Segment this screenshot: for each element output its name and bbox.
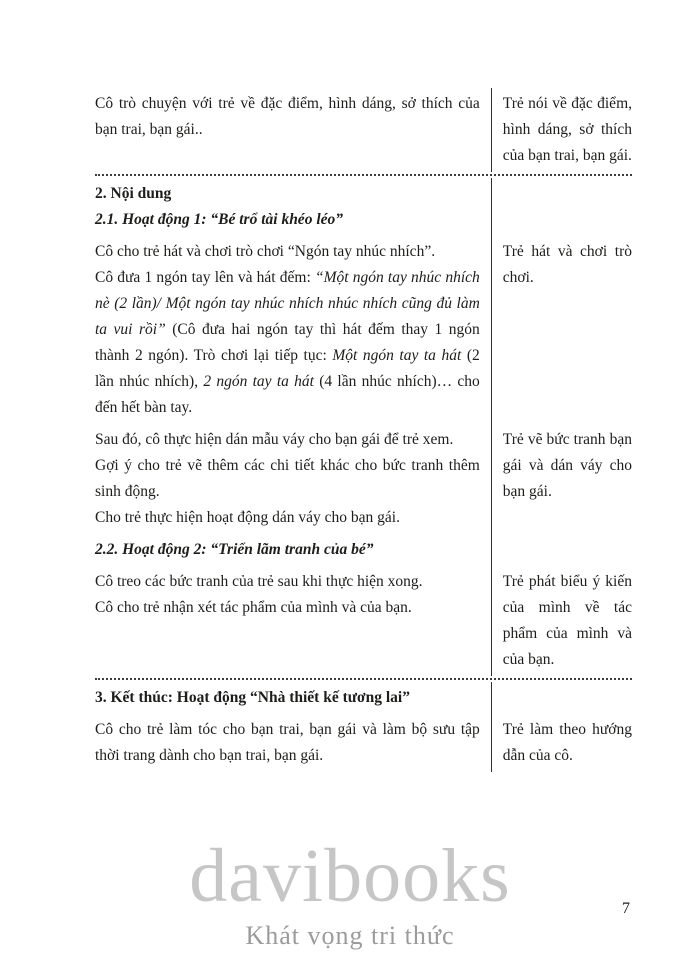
text-segment: 3. Kết thúc: Hoạt động “Nhà thiết kế tương lai” xyxy=(95,689,410,706)
paragraph xyxy=(95,91,480,143)
page-number: 7 xyxy=(622,900,630,917)
text-segment: Gợi ý cho trẻ vẽ thêm các chi tiết khác cho bức tranh thêm sinh động. xyxy=(95,457,480,500)
teacher-activity-cell xyxy=(95,178,491,236)
text-segment: 2.2. Hoạt động 2: “Triển lãm tranh của bé” xyxy=(95,541,374,558)
teacher-activity-cell xyxy=(95,566,491,676)
child-activity-cell xyxy=(491,178,632,236)
watermark-tagline: Khát vọng tri thức xyxy=(245,921,455,950)
teacher-activity-cell xyxy=(95,424,491,534)
text-segment: 2. Nội dung xyxy=(95,185,172,202)
child-activity-cell xyxy=(491,534,632,566)
text-segment: (Cô đưa hai ngón tay thì hát đếm thay 1 ngón thành 2 ngón). Trò chơi lại tiếp tục: xyxy=(95,321,480,364)
table-row xyxy=(95,682,632,714)
paragraph: Trẻ làm theo hướng dẫn của cô. xyxy=(502,721,632,764)
paragraph xyxy=(95,265,480,421)
text-segment: “Một ngón tay nhúc nhích nè (2 lần)/ Một ngón tay nhúc nhích nhúc nhích cũng đủ làm ta vui rồi” xyxy=(95,269,480,338)
child-activity-cell xyxy=(491,88,632,172)
teacher-activity-cell xyxy=(95,88,491,172)
paragraph xyxy=(95,427,480,453)
table-row xyxy=(95,566,632,676)
text-segment: Cô cho trẻ làm tóc cho bạn trai, bạn gái và làm bộ sưu tập thời trang dành cho bạn trai, bạn gái. xyxy=(95,721,480,764)
paragraph: Trẻ hát và chơi trò chơi. xyxy=(502,243,632,286)
child-activity-cell xyxy=(491,424,632,534)
text-segment: Cô trò chuyện với trẻ về đặc điểm, hình dáng, sở thích của bạn trai, bạn gái.. xyxy=(95,95,480,138)
text-segment: 2.1. Hoạt động 1: “Bé trổ tài khéo léo” xyxy=(95,211,343,228)
table-row xyxy=(95,424,632,534)
teacher-activity-cell xyxy=(95,236,491,424)
table-row xyxy=(95,88,632,172)
teacher-activity-cell xyxy=(95,682,491,714)
table-row xyxy=(95,236,632,424)
child-activity-cell xyxy=(491,566,632,676)
text-segment: Sau đó, cô thực hiện dán mẫu váy cho bạn gái để trẻ xem. xyxy=(95,431,454,448)
paragraph: Trẻ nói về đặc điểm, hình dáng, sở thích của bạn trai, bạn gái. xyxy=(502,95,632,164)
text-segment: Một ngón tay ta hát xyxy=(332,347,462,364)
text-segment: Cô treo các bức tranh của trẻ sau khi thực hiện xong. xyxy=(95,573,423,590)
text-segment: 2 ngón tay ta hát xyxy=(203,373,314,390)
watermark xyxy=(0,834,700,951)
paragraph xyxy=(95,595,480,621)
watermark-logo: davibooks xyxy=(189,834,511,918)
paragraph xyxy=(95,505,480,531)
paragraph: Trẻ vẽ bức tranh bạn gái và dán váy cho bạn gái. xyxy=(502,431,632,500)
text-segment: Cô đưa 1 ngón tay lên và hát đếm: xyxy=(95,269,315,286)
dotted-divider xyxy=(95,678,632,680)
child-activity-cell xyxy=(491,714,632,772)
text-segment: Cô cho trẻ hát và chơi trò chơi “Ngón tay nhúc nhích”. xyxy=(95,243,436,260)
text-segment: Cho trẻ thực hiện hoạt động dán váy cho bạn gái. xyxy=(95,509,400,526)
text-segment: (2 lần nhúc nhích), xyxy=(95,347,480,390)
lesson-plan-table xyxy=(95,88,632,772)
paragraph xyxy=(95,537,480,563)
paragraph xyxy=(95,685,480,711)
table-row xyxy=(95,178,632,236)
child-activity-cell xyxy=(491,236,632,424)
paragraph: Trẻ phát biểu ý kiến của mình về tác phẩm của mình và của bạn. xyxy=(502,573,632,668)
paragraph xyxy=(95,453,480,505)
paragraph xyxy=(95,717,480,769)
table-row xyxy=(95,534,632,566)
teacher-activity-cell xyxy=(95,714,491,772)
paragraph xyxy=(95,181,480,207)
child-activity-cell xyxy=(491,682,632,714)
table-row xyxy=(95,714,632,772)
paragraph xyxy=(95,239,480,265)
text-segment: (4 lần nhúc nhích)… cho đến hết bàn tay. xyxy=(95,373,480,416)
paragraph xyxy=(95,207,480,233)
teacher-activity-cell xyxy=(95,534,491,566)
text-segment: Cô cho trẻ nhận xét tác phẩm của mình và của bạn. xyxy=(95,599,412,616)
dotted-divider xyxy=(95,174,632,176)
paragraph xyxy=(95,569,480,595)
